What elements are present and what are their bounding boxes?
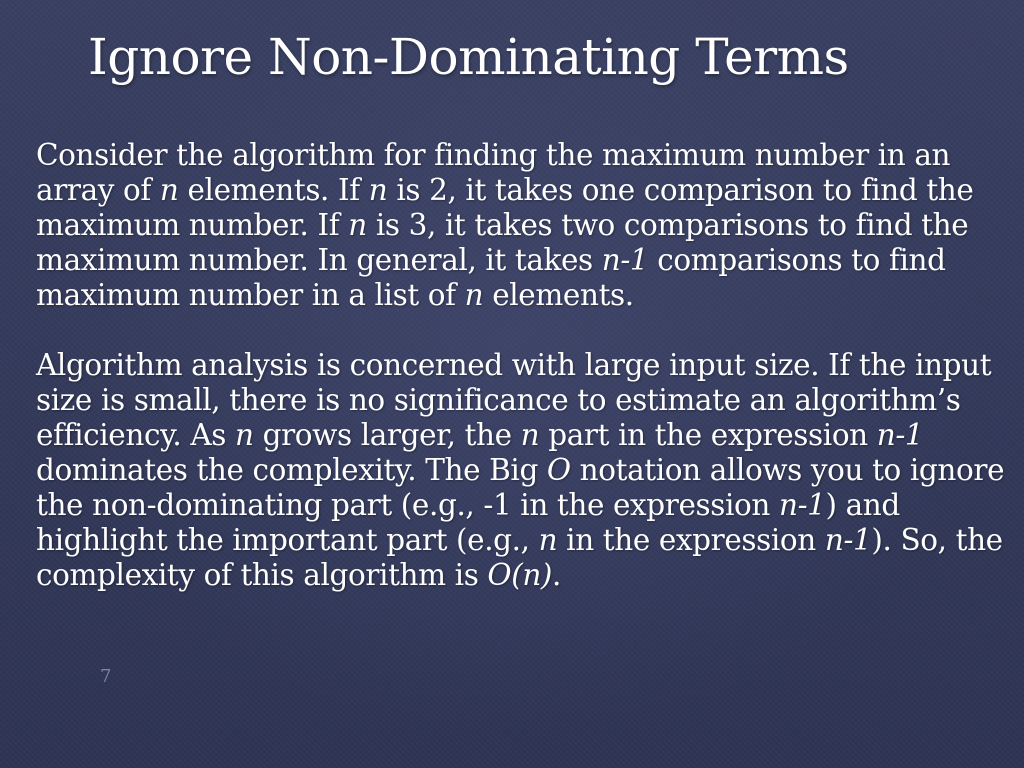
text-run: grows larger, the [253,418,521,452]
page-number: 7 [100,666,112,687]
text-run: comparisons to find maximum number in a list of [36,243,946,312]
italic-text-run: n [235,418,254,452]
italic-text-run: n [520,418,540,452]
slide-body [36,138,1006,593]
italic-text-run: n-1 [876,418,924,452]
italic-text-run: n-1 [778,488,826,522]
italic-text-run: O [546,453,571,487]
text-run: is 3, it takes two comparisons to find the maximum number. In general, it takes [36,208,969,277]
italic-text-run: n-1 [601,243,649,277]
text-run: elements. [483,278,634,312]
paragraph-max-number-example [36,138,1006,313]
slide-title: Ignore Non-Dominating Terms [88,28,849,86]
text-run: Consider the algorithm for finding the maximum number in an array of [36,138,951,207]
text-run: is 2, it takes one comparison to find the maximum number. If [36,173,974,242]
italic-text-run: n [348,208,367,242]
text-run: in the expression [557,523,825,557]
italic-text-run: O(n) [487,558,553,592]
italic-text-run: n [464,278,484,312]
text-run: ) and highlight the important part (e.g., [36,488,900,557]
text-run: part in the expression [539,418,877,452]
italic-text-run: n [159,173,179,207]
italic-text-run: n [538,523,558,557]
text-run: Algorithm analysis is concerned with large input size. If the input size is small, there is no significance to estimate an algorithm’s efficiency. As [36,348,992,452]
text-run: . [552,558,562,592]
text-run: elements. If [178,173,369,207]
italic-text-run: n-1 [824,523,872,557]
text-run: notation allows you to ignore the non-dominating part (e.g., -1 in the expression [36,453,1005,522]
paragraph-big-o-explanation [36,348,1006,593]
text-run: ). So, the complexity of this algorithm is [36,523,1003,592]
text-run: dominates the complexity. The Big [36,453,547,487]
italic-text-run: n [368,173,388,207]
